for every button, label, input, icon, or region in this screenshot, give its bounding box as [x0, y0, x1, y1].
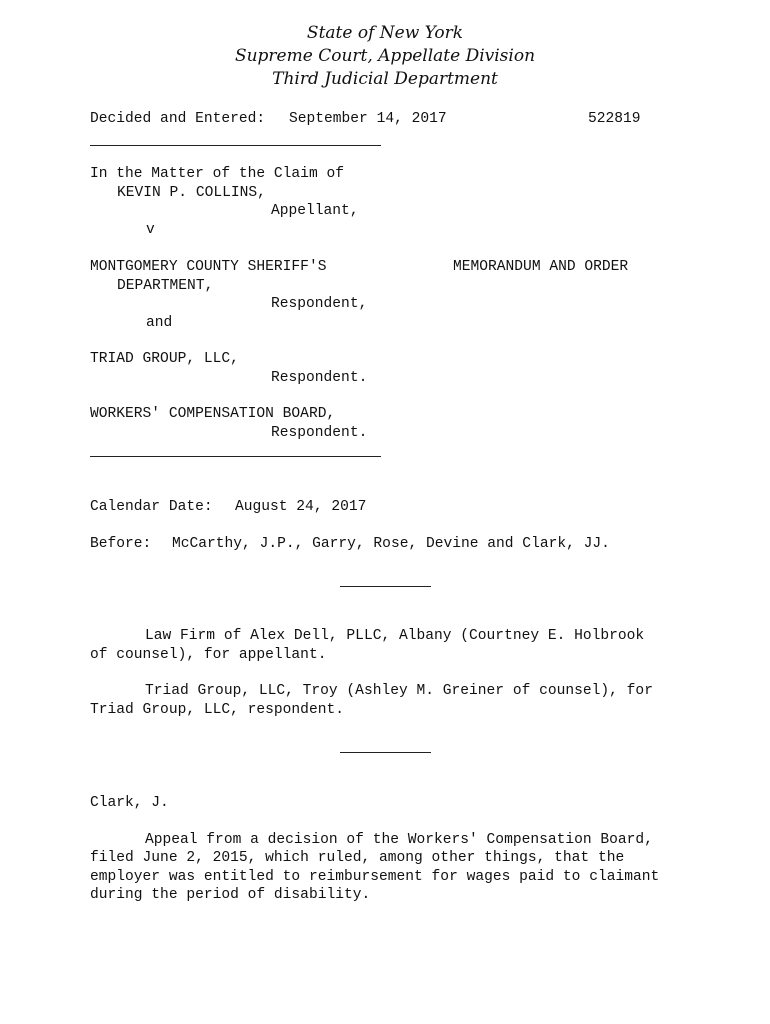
counsel-appellant-line-1: Law Firm of Alex Dell, PLLC, Albany (Courtney E. Holbrook	[145, 628, 645, 644]
versus: v	[146, 222, 155, 238]
counsel-respondent-line-2: Triad Group, LLC, respondent.	[90, 702, 344, 718]
respondent-1-line-1: MONTGOMERY COUNTY SHERIFF'S	[90, 259, 327, 275]
respondent-3-role: Respondent.	[271, 425, 368, 441]
claimant-name: KEVIN P. COLLINS,	[117, 185, 266, 201]
opinion-line-2: filed June 2, 2015, which ruled, among other things, that the	[90, 850, 625, 866]
state-name: State of New York	[306, 23, 464, 43]
order-type: MEMORANDUM AND ORDER	[453, 259, 629, 275]
respondent-3: WORKERS' COMPENSATION BOARD,	[90, 406, 336, 422]
respondent-2: TRIAD GROUP, LLC,	[90, 351, 239, 367]
department-name: Third Judicial Department	[272, 69, 498, 89]
counsel-appellant-line-2: of counsel), for appellant.	[90, 647, 327, 663]
decided-date: September 14, 2017	[289, 111, 447, 127]
docket-number: 522819	[588, 111, 641, 127]
opinion-line-1: Appeal from a decision of the Workers' Compensation Board,	[145, 832, 653, 848]
section-divider-2	[340, 752, 431, 753]
respondent-2-role: Respondent.	[271, 370, 368, 386]
matter-line: In the Matter of the Claim of	[90, 166, 344, 182]
court-name: Supreme Court, Appellate Division	[234, 46, 536, 66]
opinion-line-3: employer was entitled to reimbursement for wages paid to claimant	[90, 869, 660, 885]
panel-judges: McCarthy, J.P., Garry, Rose, Devine and Clark, JJ.	[172, 536, 610, 552]
section-divider-1	[340, 586, 431, 587]
caption-top-rule	[90, 145, 381, 146]
claimant-role: Appellant,	[271, 203, 359, 219]
caption-bottom-rule	[90, 456, 381, 457]
counsel-respondent-line-1: Triad Group, LLC, Troy (Ashley M. Greiner of counsel), for	[145, 683, 653, 699]
and-conjunction: and	[146, 315, 173, 331]
calendar-date: August 24, 2017	[235, 499, 367, 515]
calendar-label: Calendar Date:	[90, 499, 213, 515]
decided-label: Decided and Entered:	[90, 111, 266, 127]
opinion-author: Clark, J.	[90, 795, 169, 811]
opinion-line-4: during the period of disability.	[90, 887, 371, 903]
respondent-1-line-2: DEPARTMENT,	[117, 278, 214, 294]
respondent-1-role: Respondent,	[271, 296, 368, 312]
before-label: Before:	[90, 536, 152, 552]
